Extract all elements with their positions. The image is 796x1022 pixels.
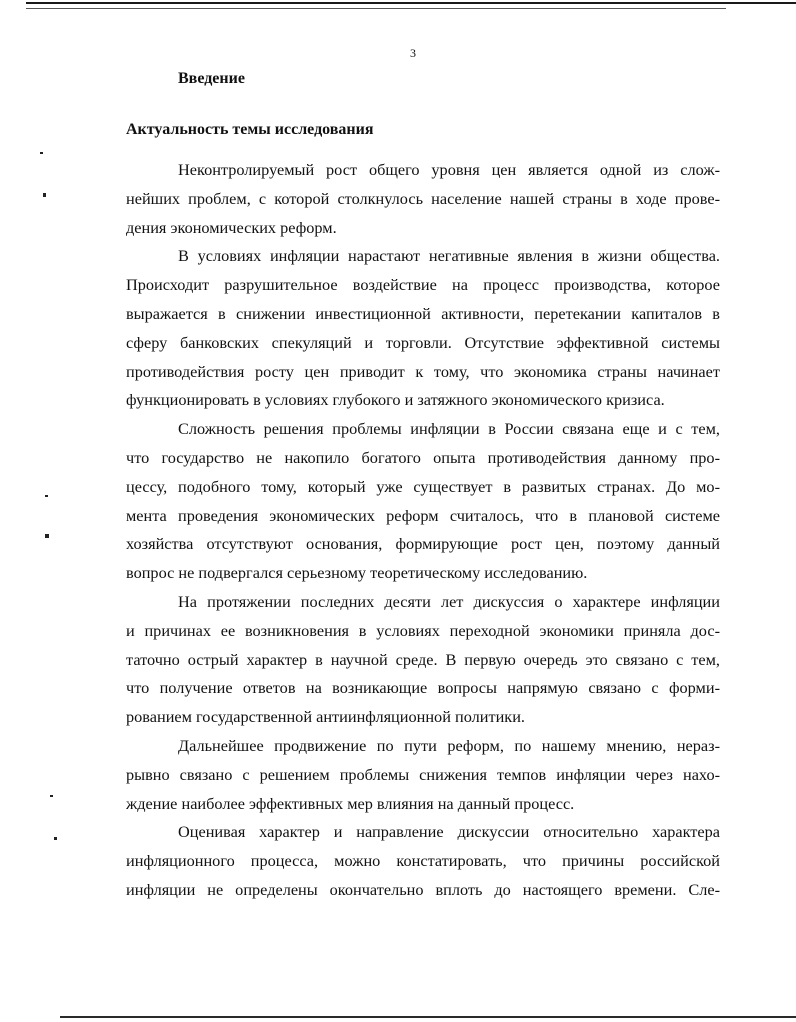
text-line: сферу банковских спекуляций и торговли. Отсутствие эффективной системы: [126, 332, 720, 352]
body-text: [126, 156, 720, 905]
scan-top-border: [26, 2, 796, 4]
text-line: Происходит разрушительное воздействие на процесс производства, которое: [126, 275, 720, 295]
scan-bottom-border: [60, 1016, 796, 1018]
text-line: мента проведения экономических реформ считалось, что в плановой системе: [126, 505, 720, 525]
text-line: противодействия росту цен приводит к тому, что экономика страны начинает: [126, 361, 720, 381]
text-line: Неконтролируемый рост общего уровня цен является одной из слож-: [178, 160, 720, 179]
paragraph-5: [126, 732, 720, 818]
text-line: инфляции не определены окончательно вплоть до настоящего времени. Сле-: [126, 879, 720, 899]
text-line: дения экономических реформ.: [126, 217, 337, 237]
scan-artifact-dot: [45, 534, 49, 538]
page-number: 3: [410, 46, 416, 60]
scan-artifact-dot: [50, 795, 53, 797]
text-line: вопрос не подвергался серьезному теоретическому исследованию.: [126, 563, 588, 583]
paragraph-4: [126, 588, 720, 732]
text-line: На протяжении последних десяти лет дискуссия о характере инфляции: [178, 591, 720, 611]
text-line: нейших проблем, с которой столкнулось население нашей страны в ходе прове-: [126, 188, 720, 208]
text-line: Сложность решения проблемы инфляции в России связана еще и с тем,: [178, 419, 720, 439]
paragraph-1: [126, 156, 720, 242]
introduction-heading: Введение: [178, 70, 245, 87]
text-line: и причинах ее возникновения в условиях переходной экономики приняла дос-: [126, 620, 720, 640]
scan-artifact-dot: [45, 495, 48, 497]
scan-top-border-thin: [26, 8, 726, 9]
paragraph-6: [126, 818, 720, 904]
text-line: ждение наиболее эффективных мер влияния на данный процесс.: [126, 793, 575, 813]
text-line: хозяйства отсутствуют основания, формирующие рост цен, поэтому данный: [126, 534, 720, 554]
relevance-heading: Актуальность темы исследования: [126, 121, 374, 138]
text-line: рованием государственной антиинфляционной политики.: [126, 707, 525, 727]
text-line: В условиях инфляции нарастают негативные явления в жизни общества.: [178, 246, 720, 266]
text-line: рывно связано с решением проблемы снижения темпов инфляции через нахо-: [126, 764, 720, 784]
text-line: выражается в снижении инвестиционной активности, перетекании капиталов в: [126, 303, 720, 323]
text-line: цессу, подобного тому, который уже существует в развитых странах. До мо-: [126, 476, 720, 496]
text-line: Дальнейшее продвижение по пути реформ, по нашему мнению, нераз-: [178, 735, 720, 755]
text-line: что получение ответов на возникающие вопросы напрямую связано с форми-: [126, 678, 720, 698]
text-line: функционировать в условиях глубокого и затяжного экономического кризиса.: [126, 390, 665, 410]
text-line: инфляционного процесса, можно констатировать, что причины российской: [126, 851, 720, 871]
scan-artifact-dot: [43, 193, 46, 197]
paragraph-2: [126, 242, 720, 415]
text-line: что государство не накопило богатого опыта противодействия данному про-: [126, 447, 720, 467]
paragraph-3: [126, 415, 720, 588]
scan-artifact-dot: [40, 152, 43, 154]
text-line: Оценивая характер и направление дискуссии относительно характера: [178, 822, 720, 842]
scan-artifact-dot: [54, 837, 57, 840]
text-line: таточно острый характер в научной среде. В первую очередь это связано с тем,: [126, 649, 720, 669]
